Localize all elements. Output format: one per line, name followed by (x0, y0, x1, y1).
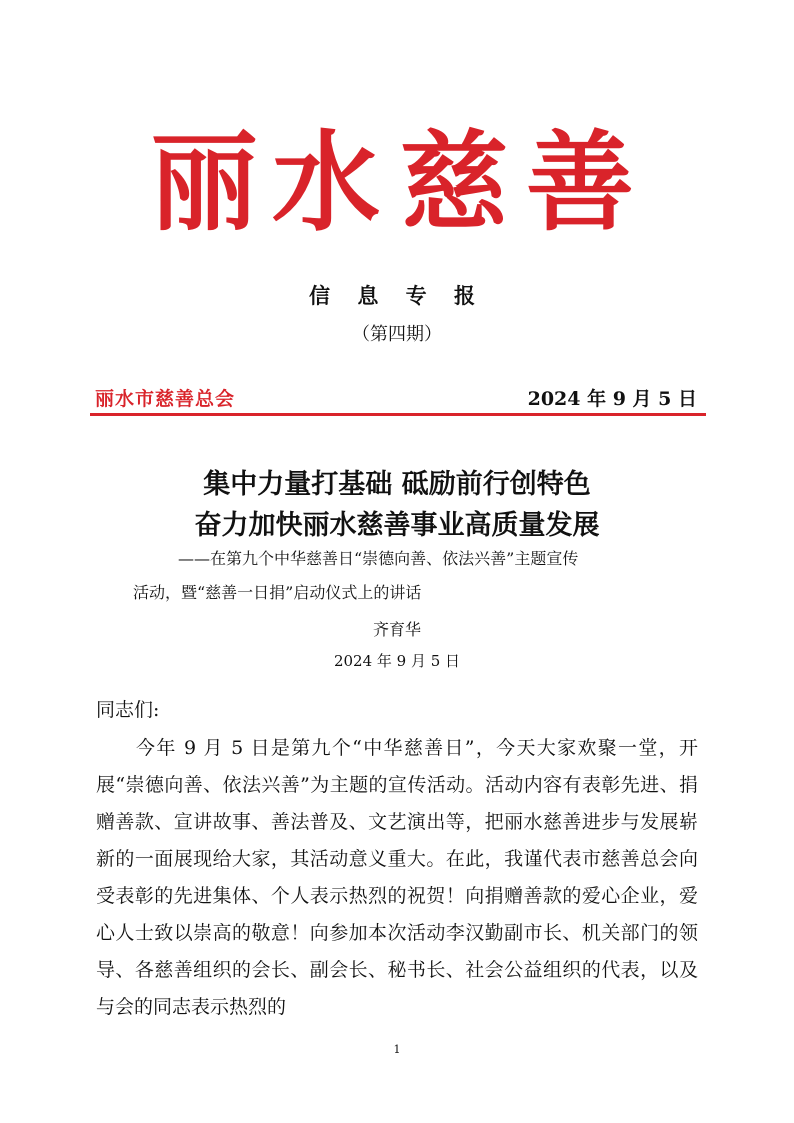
masthead-logo (150, 118, 640, 248)
masthead-char: 丽 (150, 120, 259, 246)
issue-number: （第四期） (352, 324, 442, 345)
header-divider (90, 413, 706, 416)
article-title-line1: 集中力量打基础 砥励前行创特色 (203, 469, 591, 500)
masthead-char: 水 (272, 120, 381, 246)
issue-date: 2024 年 9 月 5 日 (527, 388, 697, 410)
salutation: 同志们: (96, 699, 160, 721)
page-number: 1 (393, 1043, 401, 1056)
body-paragraph: 今年 9 月 5 日是第九个“中华慈善日”，今天大家欢聚一堂，开展“崇德向善、依法兴善”为主题的宣传活动。活动内容有表彰先进、捐赠善款、宣讲故事、善法普及、文艺演出等，把丽水慈善进步与发展崭新的一面展现给大家，其活动意义重大。在此，我谨代表市慈善总会向受表彰的先进集体、个人表示热烈的祝贺！向捐赠善款的爱心企业，爱心人士致以崇高的敬意！向参加本次活动李汉勤副市长、机关部门的领导、各慈善组织的会长、副会长、秘书长、社会公益组织的代表，以及与会的同志表示热烈的 (96, 737, 698, 1018)
article-subtitle-line1: ——在第九个中华慈善日“崇德向善、依法兴善”主题宣传 (178, 549, 579, 568)
masthead-char: 慈 (400, 120, 509, 246)
article-title-line2: 奋力加快丽水慈善事业高质量发展 (194, 510, 600, 541)
issuing-organization: 丽水市慈善总会 (95, 388, 236, 410)
masthead-char: 善 (526, 120, 635, 246)
article-author: 齐育华 (372, 620, 421, 639)
speech-date: 2024 年 9 月 5 日 (333, 652, 461, 670)
article-subtitle-line2: 活动，暨“慈善一日捐”启动仪式上的讲话 (133, 583, 422, 602)
document-type: 信 息 专 报 (309, 283, 485, 308)
